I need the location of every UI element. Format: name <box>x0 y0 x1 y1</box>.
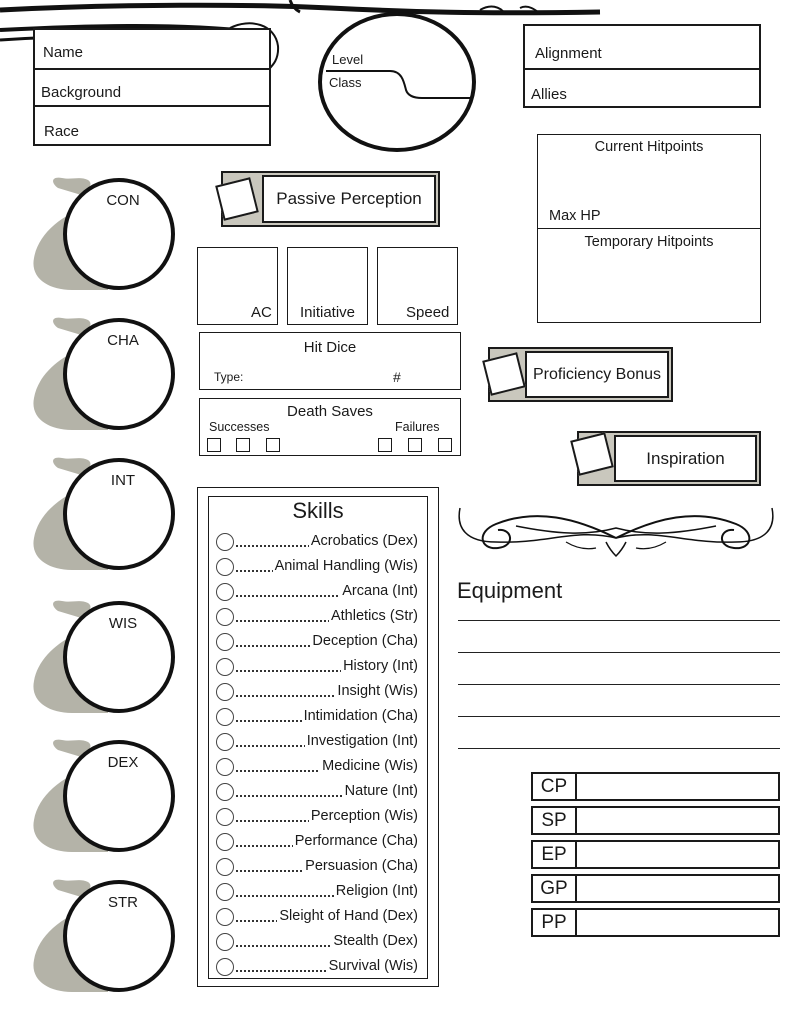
equipment-line[interactable] <box>458 652 780 653</box>
alignment-divider <box>523 68 761 70</box>
speed-label: Speed <box>406 304 450 321</box>
level-label: Level <box>332 52 364 67</box>
skill-proficiency-circle[interactable] <box>216 708 234 726</box>
initiative-label: Initiative <box>300 304 356 321</box>
ability-score-circle-wis[interactable] <box>63 601 175 713</box>
ability-score-circle-str[interactable] <box>63 880 175 992</box>
failure-checkbox[interactable] <box>378 438 392 452</box>
hit-dice-title: Hit Dice <box>303 339 357 356</box>
skill-label: Arcana (Int) <box>342 583 418 599</box>
ability-score-circle-dex[interactable] <box>63 740 175 852</box>
ability-score-circle-con[interactable] <box>63 178 175 290</box>
skill-row[interactable] <box>216 681 418 703</box>
skill-proficiency-circle[interactable] <box>216 783 234 801</box>
skill-proficiency-circle[interactable] <box>216 533 234 551</box>
failures-label: Failures <box>395 420 440 434</box>
inspiration-label[interactable]: Inspiration <box>614 435 757 482</box>
skill-label: Insight (Wis) <box>337 683 418 699</box>
ability-name: CON <box>106 192 140 209</box>
skill-row[interactable] <box>216 956 418 978</box>
skill-label: Religion (Int) <box>335 883 418 899</box>
name-field[interactable]: Name <box>43 44 84 61</box>
passive-perception-label[interactable]: Passive Perception <box>262 175 436 223</box>
skill-label: Perception (Wis) <box>310 808 418 824</box>
skill-label: Athletics (Str) <box>330 608 418 624</box>
coin-label: EP <box>533 842 577 867</box>
ability-name: STR <box>108 894 138 911</box>
skill-proficiency-circle[interactable] <box>216 658 234 676</box>
skill-row[interactable] <box>216 856 418 878</box>
skill-label: Acrobatics (Dex) <box>310 533 418 549</box>
skill-row[interactable] <box>216 581 418 603</box>
background-field[interactable]: Background <box>41 84 122 101</box>
ability-score-circle-int[interactable] <box>63 458 175 570</box>
skill-proficiency-circle[interactable] <box>216 608 234 626</box>
race-field[interactable]: Race <box>44 123 80 140</box>
equipment-line[interactable] <box>458 684 780 685</box>
skill-proficiency-circle[interactable] <box>216 833 234 851</box>
skill-row[interactable] <box>216 606 418 628</box>
skills-title: Skills <box>292 498 344 523</box>
skill-label: Sleight of Hand (Dex) <box>279 908 418 924</box>
skill-label: Intimidation (Cha) <box>303 708 418 724</box>
skill-label: History (Int) <box>343 658 418 674</box>
skill-row[interactable] <box>216 731 418 753</box>
ability-name: INT <box>110 472 136 489</box>
skill-proficiency-circle[interactable] <box>216 908 234 926</box>
skill-row[interactable] <box>216 781 418 803</box>
current-hitpoints-field[interactable]: Current Hitpoints <box>594 139 704 155</box>
coin-row-sp[interactable] <box>531 806 780 835</box>
scroll-ornament <box>456 498 776 560</box>
coin-label: CP <box>533 774 577 799</box>
hit-dice-type-label: Type: <box>214 370 244 384</box>
proficiency-bonus-label[interactable]: Proficiency Bonus <box>525 351 669 398</box>
hit-dice-count-label: # <box>393 369 401 385</box>
ability-score-circle-cha[interactable] <box>63 318 175 430</box>
identity-divider <box>33 105 271 107</box>
success-checkbox[interactable] <box>236 438 250 452</box>
skill-row[interactable] <box>216 906 418 928</box>
hitpoints-divider <box>537 228 761 229</box>
temporary-hitpoints-field[interactable]: Temporary Hitpoints <box>584 234 714 250</box>
skill-label: Stealth (Dex) <box>333 933 418 949</box>
skill-proficiency-circle[interactable] <box>216 808 234 826</box>
skill-proficiency-circle[interactable] <box>216 883 234 901</box>
skill-row[interactable] <box>216 706 418 728</box>
coin-row-cp[interactable] <box>531 772 780 801</box>
skill-row[interactable] <box>216 631 418 653</box>
skill-label: Performance (Cha) <box>294 833 418 849</box>
skill-proficiency-circle[interactable] <box>216 558 234 576</box>
skill-row[interactable] <box>216 656 418 678</box>
skill-proficiency-circle[interactable] <box>216 683 234 701</box>
skill-label: Survival (Wis) <box>328 958 418 974</box>
skill-row[interactable] <box>216 556 418 578</box>
skill-row[interactable] <box>216 881 418 903</box>
skill-proficiency-circle[interactable] <box>216 633 234 651</box>
equipment-line[interactable] <box>458 716 780 717</box>
skill-row[interactable] <box>216 756 418 778</box>
success-checkbox[interactable] <box>266 438 280 452</box>
allies-field[interactable]: Allies <box>531 86 567 103</box>
skill-row[interactable] <box>216 931 418 953</box>
death-saves-title: Death Saves <box>287 403 373 420</box>
skill-label: Animal Handling (Wis) <box>274 558 418 574</box>
equipment-line[interactable] <box>458 620 780 621</box>
skill-proficiency-circle[interactable] <box>216 583 234 601</box>
class-label: Class <box>329 75 362 90</box>
ability-name: CHA <box>107 332 139 349</box>
skill-label: Persuasion (Cha) <box>305 858 418 874</box>
success-checkbox[interactable] <box>207 438 221 452</box>
ability-name: WIS <box>108 615 138 632</box>
skill-row[interactable] <box>216 806 418 828</box>
max-hp-field[interactable]: Max HP <box>549 208 601 224</box>
skill-proficiency-circle[interactable] <box>216 933 234 951</box>
skill-proficiency-circle[interactable] <box>216 858 234 876</box>
coin-label: PP <box>533 910 577 935</box>
skill-proficiency-circle[interactable] <box>216 958 234 976</box>
skill-label: Nature (Int) <box>344 783 418 799</box>
equipment-line[interactable] <box>458 748 780 749</box>
successes-label: Successes <box>209 420 270 434</box>
skill-proficiency-circle[interactable] <box>216 733 234 751</box>
skill-label: Deception (Cha) <box>312 633 418 649</box>
skill-row[interactable] <box>216 531 418 553</box>
skill-proficiency-circle[interactable] <box>216 758 234 776</box>
failure-checkbox[interactable] <box>438 438 452 452</box>
coin-row-gp[interactable] <box>531 874 780 903</box>
ability-name: DEX <box>107 754 139 771</box>
coin-row-pp[interactable] <box>531 908 780 937</box>
coin-row-ep[interactable] <box>531 840 780 869</box>
skill-label: Investigation (Int) <box>306 733 418 749</box>
coin-label: GP <box>533 876 577 901</box>
skill-label: Medicine (Wis) <box>322 758 418 774</box>
alignment-field[interactable]: Alignment <box>535 45 602 62</box>
identity-divider <box>33 68 271 70</box>
skill-row[interactable] <box>216 831 418 853</box>
coin-label: SP <box>533 808 577 833</box>
equipment-title: Equipment <box>457 578 563 603</box>
ac-label: AC <box>251 304 272 321</box>
failure-checkbox[interactable] <box>408 438 422 452</box>
